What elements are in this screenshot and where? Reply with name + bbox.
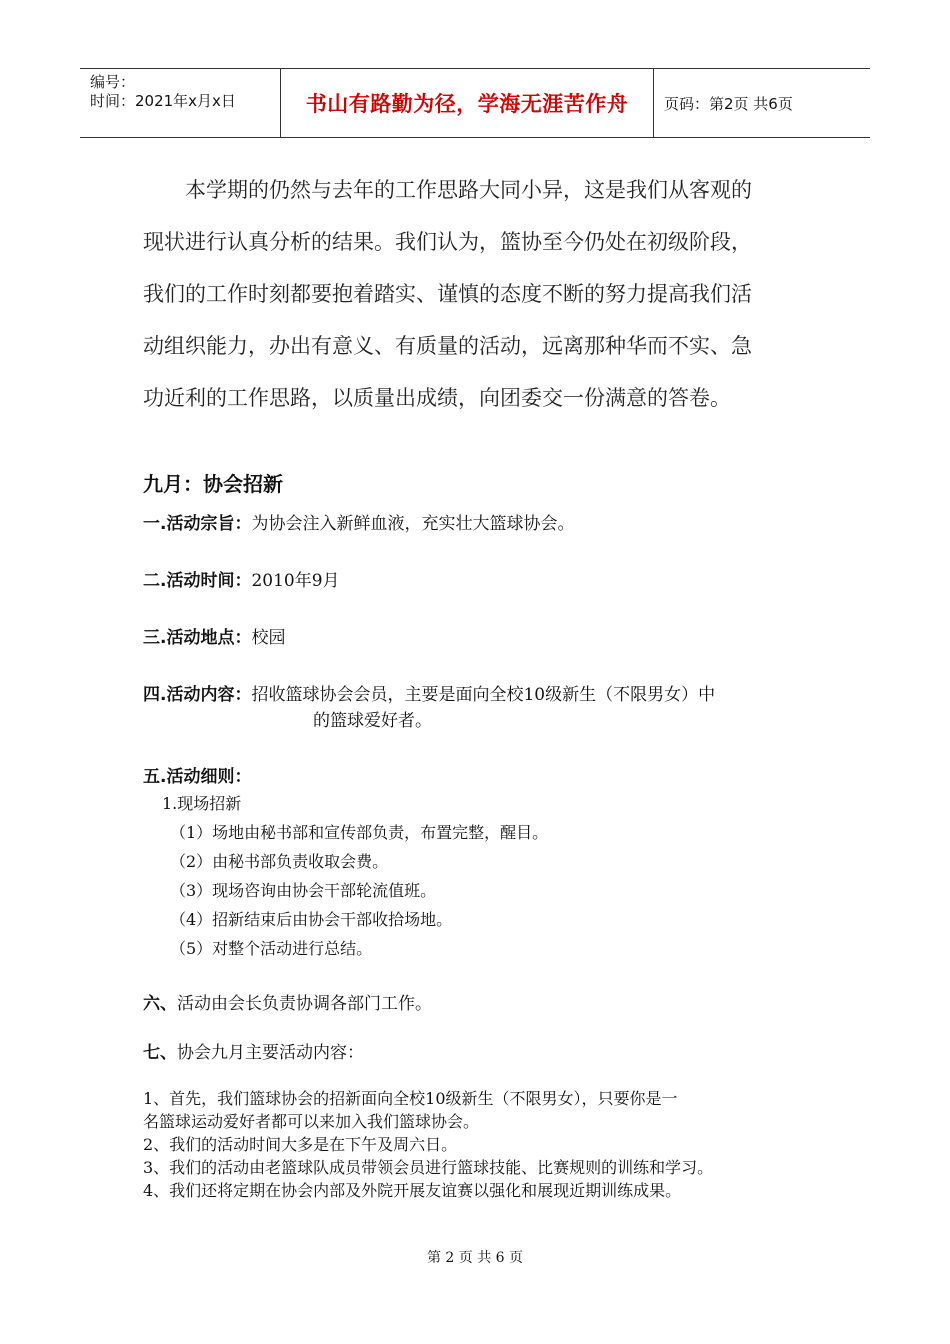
time-label: 时间：2021年x月x日	[90, 92, 236, 110]
place-label: 三.活动地点：	[143, 628, 252, 648]
time-item	[143, 568, 340, 594]
header-meta	[80, 69, 281, 137]
details-step: （2）由秘书部负责收取会费。	[170, 852, 389, 871]
point-line: 4、我们还将定期在协会内部及外院开展友谊赛以强化和展现近期训练成果。	[143, 1181, 682, 1200]
intro-line: 动组织能力，办出有意义、有质量的活动，远离那种华而不实、急	[143, 334, 752, 358]
number-label: 编号：	[90, 73, 136, 91]
content-text-line1: 招收篮球协会会员，主要是面向全校10级新生（不限男女）中	[251, 685, 716, 705]
point-line: 名篮球运动爱好者都可以来加入我们篮球协会。	[143, 1112, 480, 1131]
details-subtitle: 1.现场招新	[162, 794, 242, 813]
purpose-label: 一.活动宗旨：	[143, 514, 252, 534]
item-seven-text: 协会九月主要活动内容：	[177, 1043, 364, 1063]
details-step: （4）招新结束后由协会干部收拾场地。	[170, 910, 453, 929]
item-six-text: 活动由会长负责协调各部门工作。	[177, 994, 432, 1014]
purpose-item	[143, 511, 574, 537]
place-text: 校园	[251, 628, 286, 648]
purpose-text: 为协会注入新鲜血液，充实壮大篮球协会。	[251, 514, 575, 534]
item-six	[143, 991, 432, 1017]
header-page-info: 页码：第2页 共6页	[664, 94, 793, 113]
points-list	[143, 1087, 823, 1202]
details-step: （5）对整个活动进行总结。	[170, 939, 373, 958]
details-step: （1）场地由秘书部和宣传部负责，布置完整，醒目。	[170, 823, 549, 842]
time-item-text: 2010年9月	[251, 571, 340, 591]
point-line: 1、首先，我们篮球协会的招新面向全校10级新生（不限男女），只要你是一	[143, 1089, 678, 1108]
content-label: 四.活动内容：	[143, 685, 252, 705]
page-footer: 第 2 页 共 6 页	[426, 1250, 524, 1266]
header-table	[80, 68, 870, 138]
content-text-line2: 的篮球爱好者。	[313, 711, 432, 731]
details-label-text: 五.活动细则：	[143, 767, 252, 787]
point-line: 2、我们的活动时间大多是在下午及周六日。	[143, 1135, 458, 1154]
section-title: 九月：协会招新	[143, 472, 283, 496]
intro-line: 本学期的仍然与去年的工作思路大同小异，这是我们从客观的	[185, 178, 752, 202]
time-item-label: 二.活动时间：	[143, 571, 252, 591]
item-seven-label: 七、	[143, 1043, 177, 1063]
place-item	[143, 625, 285, 651]
intro-paragraph	[143, 164, 803, 424]
header-motto: 书山有路勤为径，学海无涯苦作舟	[281, 69, 654, 137]
content-item	[143, 682, 715, 708]
item-seven	[143, 1040, 364, 1066]
details-label	[143, 764, 251, 790]
intro-line: 我们的工作时刻都要抱着踏实、谨慎的态度不断的努力提高我们活	[143, 282, 752, 306]
intro-line: 现状进行认真分析的结果。我们认为，篮协至今仍处在初级阶段，	[143, 230, 752, 254]
item-six-label: 六、	[143, 994, 177, 1014]
intro-line: 功近利的工作思路，以质量出成绩，向团委交一份满意的答卷。	[143, 386, 731, 410]
point-line: 3、我们的活动由老篮球队成员带领会员进行篮球技能、比赛规则的训练和学习。	[143, 1158, 714, 1177]
details-step: （3）现场咨询由协会干部轮流值班。	[170, 881, 437, 900]
